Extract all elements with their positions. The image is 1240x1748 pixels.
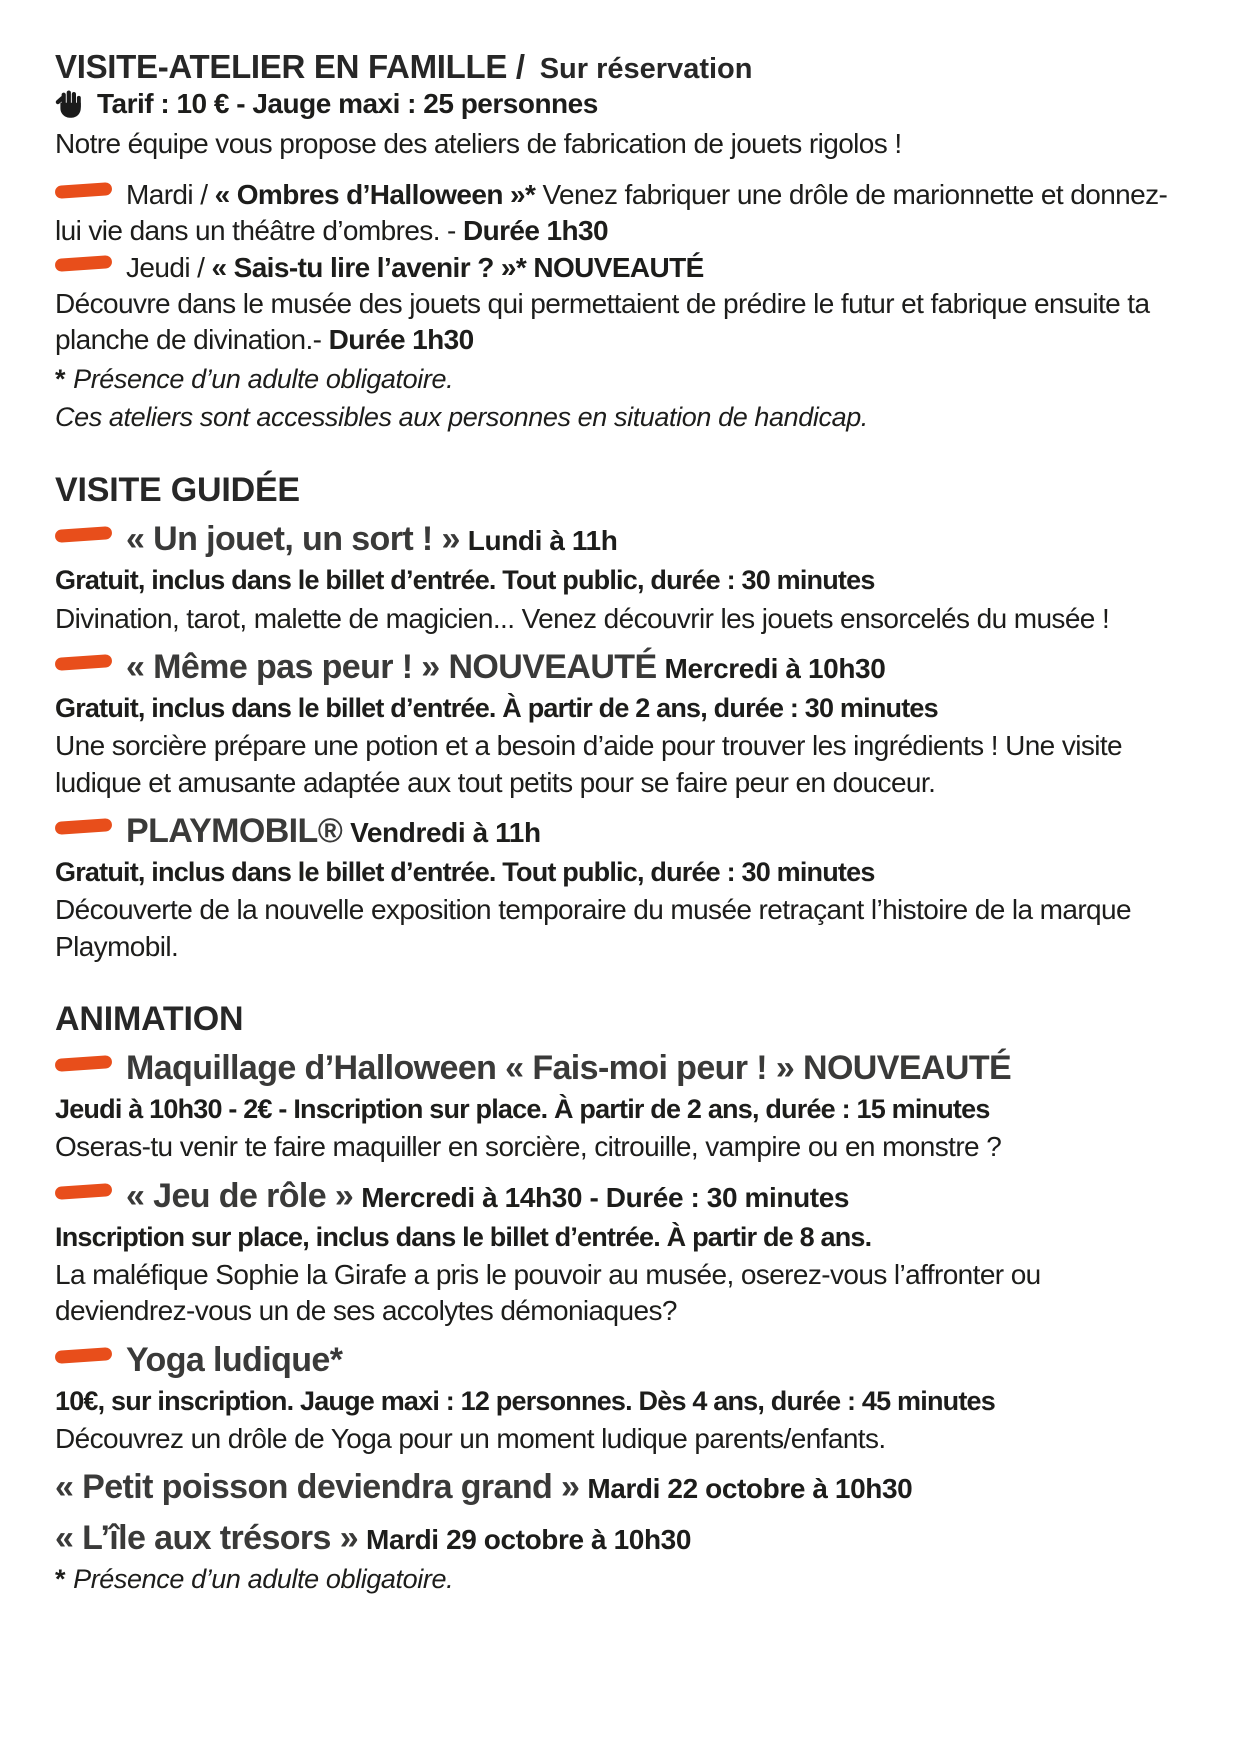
session-schedule: Mardi 22 octobre à 10h30 — [587, 1473, 913, 1505]
tarif-line — [55, 88, 1185, 120]
dash-icon — [55, 1183, 113, 1200]
page-title — [55, 48, 1185, 86]
event-meta: Gratuit, inclus dans le billet d’entrée. Tout public, durée : 30 minutes — [55, 857, 875, 888]
workshop-duration: Durée 1h30 — [462, 215, 608, 247]
event-schedule: Vendredi à 11h — [350, 816, 541, 848]
workshop-item-thursday — [55, 250, 1185, 286]
family-workshop-title: VISITE-ATELIER EN FAMILLE / — [55, 48, 525, 85]
event-meta: Gratuit, inclus dans le billet d’entrée. À partir de 2 ans, durée : 30 minutes — [55, 693, 938, 724]
event-description: Une sorcière prépare une potion et a besoin d’aide pour trouver les ingrédients ! Une visite ludique et amusante adaptée aux tout petits pour se faire peur en douceur. — [55, 730, 1123, 798]
asterisk: * — [55, 1563, 66, 1594]
event-schedule: Lundi à 11h — [467, 525, 618, 557]
session-name: « Petit poisson deviendra grand » — [55, 1468, 580, 1507]
event-description: Découvrez un drôle de Yoga pour un moment ludique parents/enfants. — [55, 1423, 886, 1455]
dash-icon — [55, 818, 113, 835]
accessibility-note: Ces ateliers sont accessibles aux personnes en situation de handicap. — [55, 402, 868, 433]
event-name: « Un jouet, un sort ! » — [126, 520, 460, 559]
session-schedule: Mardi 29 octobre à 10h30 — [366, 1523, 691, 1555]
dash-icon — [55, 1347, 113, 1364]
event-description: Oseras-tu venir te faire maquiller en sorcière, citrouille, vampire ou en monstre ? — [55, 1131, 1002, 1163]
event-un-jouet-un-sort — [55, 519, 1185, 559]
workshop-desc: Venez fabriquer une drôle de marionnette et donnez-lui vie dans un théâtre d’ombres. - — [55, 178, 1168, 247]
animation-title: ANIMATION — [55, 999, 244, 1038]
workshop-name: « Sais-tu lire l’avenir ? »* NOUVEAUTÉ — [211, 251, 704, 283]
dash-icon — [55, 255, 113, 272]
adult-required-note: * Présence d’un adulte obligatoire. — [55, 363, 454, 394]
workshop-desc: Découvre dans le musée des jouets qui permettaient de prédire le futur et fabrique ensuite ta planche de divination.- — [55, 287, 1150, 356]
event-schedule: Mercredi à 14h30 - Durée : 30 minutes — [361, 1181, 850, 1213]
event-meme-pas-peur — [55, 647, 1185, 687]
event-description: La maléfique Sophie la Girafe a pris le pouvoir au musée, oserez-vous l’affronter ou deviendrez-vous un de ses accolytes démoniaques? — [55, 1259, 1041, 1327]
workshop-day: Mardi / — [126, 178, 215, 210]
session-ile-aux-tresors — [55, 1518, 1185, 1558]
event-description: Découverte de la nouvelle exposition temporaire du musée retraçant l’histoire de la marque Playmobil. — [55, 894, 1131, 962]
event-yoga-ludique — [55, 1340, 1185, 1380]
event-meta: 10€, sur inscription. Jauge maxi : 12 personnes. Dès 4 ans, durée : 45 minutes — [55, 1385, 995, 1416]
dash-icon — [55, 654, 113, 671]
session-petit-poisson — [55, 1467, 1185, 1507]
booking-label: Sur réservation — [539, 53, 753, 85]
event-jeu-de-role — [55, 1176, 1185, 1216]
event-name: « Même pas peur ! » NOUVEAUTÉ — [126, 647, 657, 686]
guided-tour-title: VISITE GUIDÉE — [55, 470, 300, 509]
event-name: « Jeu de rôle » — [126, 1176, 354, 1215]
workshop-day: Jeudi / — [126, 251, 212, 283]
event-schedule: Mercredi à 10h30 — [664, 652, 886, 684]
event-name: Maquillage d’Halloween « Fais-moi peur ! » NOUVEAUTÉ — [126, 1049, 1012, 1088]
event-name: PLAYMOBIL® — [126, 811, 343, 850]
event-playmobil — [55, 811, 1185, 851]
event-name: Yoga ludique* — [126, 1340, 343, 1379]
adult-required-note-bottom: * Présence d’un adulte obligatoire. — [55, 1563, 454, 1594]
event-maquillage-halloween — [55, 1048, 1185, 1088]
raised-hand-icon — [55, 89, 85, 119]
event-meta: Jeudi à 10h30 - 2€ - Inscription sur place. À partir de 2 ans, durée : 15 minutes — [55, 1094, 990, 1125]
tarif-text: Tarif : 10 € - Jauge maxi : 25 personnes — [97, 88, 598, 120]
workshop-item-tuesday — [55, 177, 1185, 250]
workshop-duration: Durée 1h30 — [328, 324, 474, 356]
workshop-name: « Ombres d’Halloween »* — [214, 178, 536, 210]
event-description: Divination, tarot, malette de magicien... Venez découvrir les jouets ensorcelés du musée ! — [55, 602, 1110, 634]
event-meta: Gratuit, inclus dans le billet d’entrée. Tout public, durée : 30 minutes — [55, 565, 875, 596]
workshop-intro: Notre équipe vous propose des ateliers de fabrication de jouets rigolos ! — [55, 128, 902, 160]
event-meta: Inscription sur place, inclus dans le billet d’entrée. À partir de 8 ans. — [55, 1221, 872, 1252]
session-name: « L’île aux trésors » — [55, 1518, 359, 1557]
workshop-thursday-desc — [55, 286, 1185, 359]
dash-icon — [55, 182, 113, 199]
dash-icon — [55, 526, 113, 543]
dash-icon — [55, 1055, 113, 1072]
asterisk: * — [55, 363, 66, 394]
